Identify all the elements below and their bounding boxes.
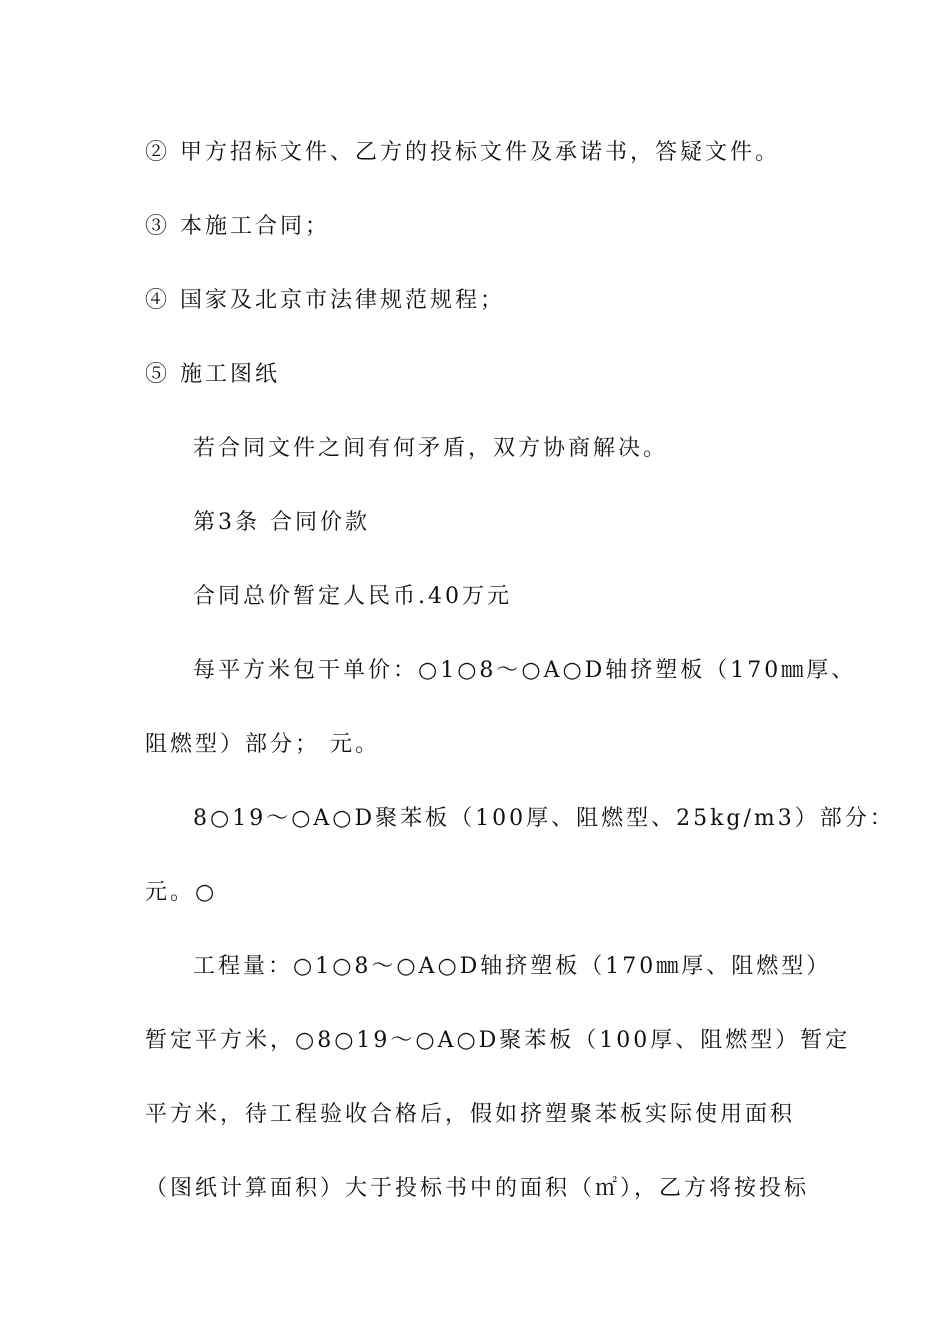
paragraph-eps-price-line-1: 8○19～○A○D聚苯板（100厚、阻燃型、25kg/m3）部分：	[193, 806, 895, 831]
paragraph-quantity-line-4: （图纸计算面积）大于投标书中的面积（㎡），乙方将按投标	[145, 1176, 810, 1201]
paragraph-eps-price-line-2: 元。○	[145, 880, 218, 905]
paragraph-unit-price-line-1: 每平方米包干单价：○1○8～○A○D轴挤塑板（170㎜厚、	[193, 658, 857, 683]
section-heading-article-3: 第3条 合同价款	[193, 510, 370, 535]
paragraph-quantity-line-2: 暂定平方米，○8○19～○A○D聚苯板（100厚、阻燃型）暂定	[145, 1028, 851, 1053]
paragraph-quantity-line-3: 平方米，待工程验收合格后，假如挤塑聚苯板实际使用面积	[145, 1102, 796, 1127]
list-item-2: ② 甲方招标文件、乙方的投标文件及承诺书，答疑文件。	[145, 140, 780, 165]
list-item-5: ⑤ 施工图纸	[145, 362, 280, 387]
paragraph-total-price: 合同总价暂定人民币.40万元	[193, 584, 512, 609]
paragraph-quantity-line-1: 工程量：○1○8～○A○D轴挤塑板（170㎜厚、阻燃型）	[193, 954, 832, 979]
list-item-4: ④ 国家及北京市法律规范规程；	[145, 288, 505, 313]
list-item-3: ③ 本施工合同；	[145, 214, 330, 239]
paragraph-unit-price-line-2: 阻燃型）部分； 元。	[145, 732, 380, 757]
paragraph-conflict: 若合同文件之间有何矛盾，双方协商解决。	[193, 436, 669, 461]
